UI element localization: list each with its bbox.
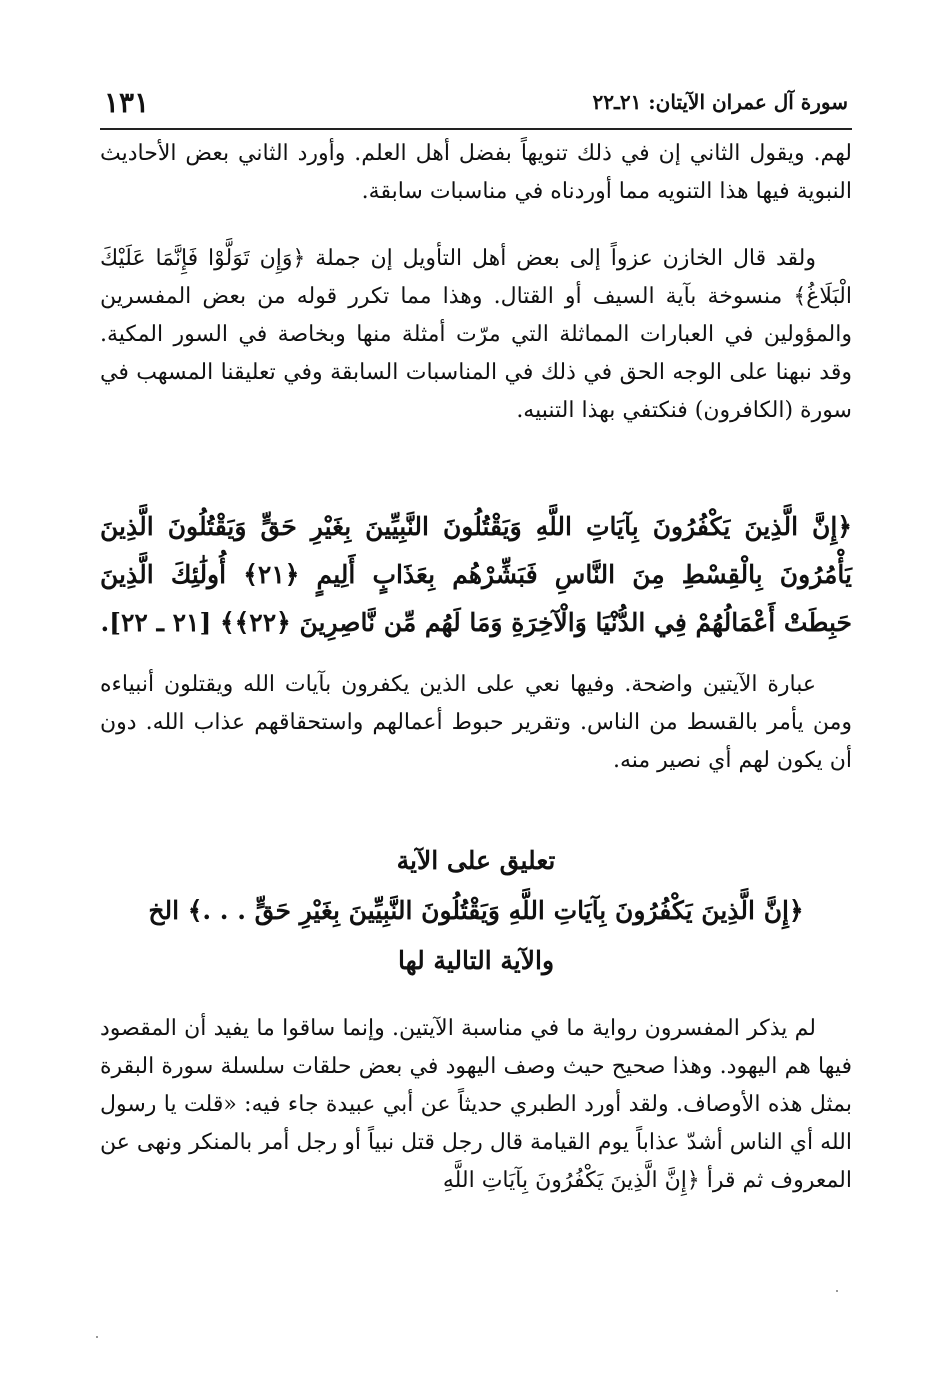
section-heading-subtitle: والآية التالية لها xyxy=(397,946,555,975)
scan-speck xyxy=(836,1290,838,1292)
section-heading-verse: ﴿إِنَّ الَّذِينَ يَكْفُرُونَ بِآيَاتِ اللَّهِ وَيَقْتُلُونَ النَّبِيِّينَ بِغَيْرِ حَقٍّ . . .﴾ الخ xyxy=(148,896,804,925)
quran-verse-21-22: ﴿إِنَّ الَّذِينَ يَكْفُرُونَ بِآيَاتِ اللَّهِ وَيَقْتُلُونَ النَّبِيِّينَ بِغَيْرِ حَقٍّ وَيَقْتُلُونَ الَّذِينَ يَأْمُرُونَ بِالْقِسْطِ مِنَ النَّاسِ فَبَشِّرْهُم بِعَذَابٍ أَلِيمٍ ﴿٢١﴾ أُولَٰئِكَ الَّذِينَ حَبِطَتْ أَعْمَالُهُمْ فِي الدُّنْيَا وَالْآخِرَةِ وَمَا لَهُم مِّن نَّاصِرِينَ ﴿٢٢﴾﴾ [٢١ ـ ٢٢]. xyxy=(100,512,852,637)
paragraph-2: ولقد قال الخازن عزواً إلى بعض أهل التأويل إن جملة ﴿وَإِن تَوَلَّوْا فَإِنَّمَا عَلَيْكَ الْبَلَاغُ﴾ منسوخة بآية السيف أو القتال. وهذا مما تكرر قوله من بعض المفسرين والمؤولين في العبارات المماثلة التي مرّت أمثلة منها وبخاصة في السور المكية. وقد نبهنا على الوجه الحق في ذلك في المناسبات السابقة وفي تعليقنا المسهب في سورة (الكافرون) فنكتفي بهذا التنبيه. xyxy=(100,246,852,423)
paragraph-1: لهم. ويقول الثاني إن في ذلك تنويهاً بفضل أهل العلم. وأورد الثاني بعض الأحاديث النبوية فيها هذا التنويه مما أوردناه في مناسبات سابقة. xyxy=(100,141,852,204)
running-head: سورة آل عمران الآيتان: ٢١ـ٢٢ xyxy=(592,90,848,114)
section-heading-title: تعليق على الآية xyxy=(396,846,556,875)
scan-speck xyxy=(96,1336,98,1338)
paragraph-3: عبارة الآيتين واضحة. وفيها نعي على الذين يكفرون بآيات الله ويقتلون أنبياءه ومن يأمر بالقسط من الناس. وتقرير حبوط أعمالهم واستحقاقهم عذاب الله. دون أن يكون لهم أي نصير منه. xyxy=(100,672,852,773)
page-header xyxy=(100,80,852,130)
page-number: ١٣١ xyxy=(104,86,150,119)
paragraph-4: لم يذكر المفسرون رواية ما في مناسبة الآيتين. وإنما ساقوا ما يفيد أن المقصود فيها هم اليهود. وهذا صحيح حيث وصف اليهود في بعض حلقات سلسلة سورة البقرة بمثل هذه الأوصاف. ولقد أورد الطبري حديثاً عن أبي عبيدة جاء فيه: «قلت يا رسول الله أي الناس أشدّ عذاباً يوم القيامة قال رجل قتل نبياً أو رجل أمر بالمنكر ونهى عن المعروف ثم قرأ ﴿إِنَّ الَّذِينَ يَكْفُرُونَ بِآيَاتِ اللَّهِ xyxy=(100,1016,852,1193)
